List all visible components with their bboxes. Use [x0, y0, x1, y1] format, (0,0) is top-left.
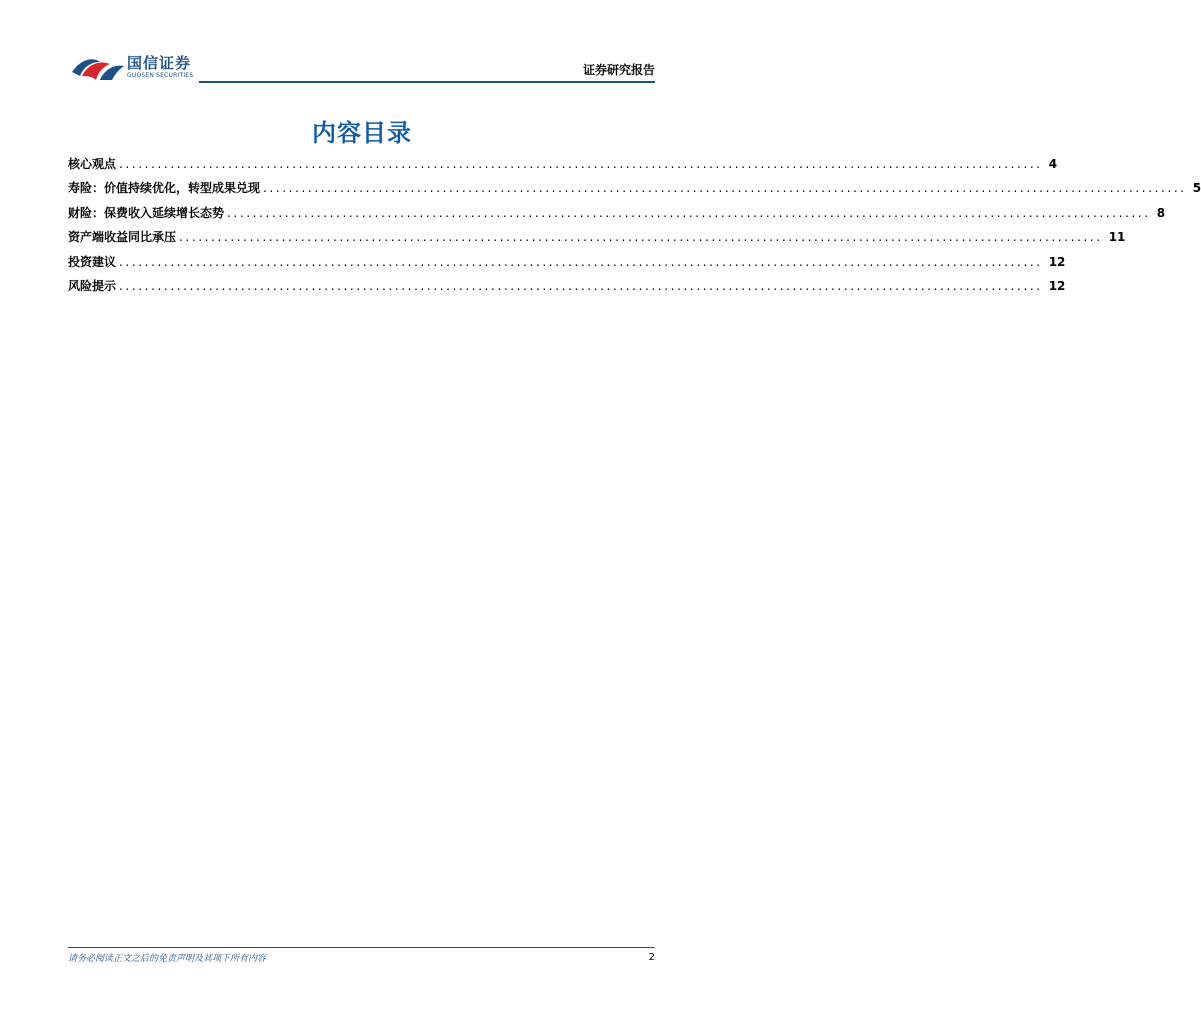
page-number: 2 — [648, 952, 655, 963]
toc-entry-page: 8 — [1156, 205, 1166, 220]
footer-divider — [68, 947, 655, 948]
toc-entry-page: 5 — [1192, 181, 1201, 196]
toc-entry[interactable] — [68, 152, 1058, 176]
toc-entry-label: 风险提示 — [68, 278, 117, 293]
toc-entry-page: 4 — [1048, 157, 1058, 171]
toc-leader-dots: ................................................................................................................................................ — [179, 230, 1103, 245]
toc-entry-label: 财险：保费收入延续增长态势 — [68, 205, 225, 220]
toc-entry-page: 11 — [1108, 230, 1126, 245]
toc-entry[interactable] — [68, 225, 1126, 249]
logo-english-name: GUOSEN SECURITIES — [127, 72, 194, 79]
toc-entry-page: 12 — [1048, 278, 1066, 293]
toc-entry-page: 12 — [1048, 254, 1066, 269]
report-type-label: 证券研究报告 — [582, 63, 655, 77]
company-logo — [70, 50, 210, 82]
toc-leader-dots: ................................................................................................................................................ — [119, 157, 1043, 171]
toc-title: 内容目录 — [312, 119, 412, 147]
toc-leader-dots: ................................................................................................................................................ — [263, 181, 1187, 196]
toc-entry-label: 核心观点 — [68, 157, 117, 171]
toc-entry[interactable] — [68, 176, 1201, 200]
toc-entry-label: 投资建议 — [68, 254, 117, 269]
toc-leader-dots: ................................................................................................................................................ — [227, 205, 1151, 220]
toc-leader-dots: ................................................................................................................................................ — [119, 278, 1043, 293]
toc-entry[interactable] — [68, 201, 1166, 225]
page-header — [68, 48, 655, 84]
toc-entry[interactable] — [68, 250, 1066, 274]
guosen-logo-icon — [70, 50, 126, 82]
toc-entry[interactable] — [68, 274, 1066, 298]
toc-leader-dots: ................................................................................................................................................ — [119, 254, 1043, 269]
header-divider — [199, 81, 655, 83]
table-of-contents — [68, 152, 1201, 298]
footer-disclaimer: 请务必阅读正文之后的免责声明及其项下所有内容 — [68, 954, 267, 964]
toc-entry-label: 寿险：价值持续优化，转型成果兑现 — [68, 181, 261, 196]
logo-chinese-name: 国信证券 — [127, 54, 192, 72]
toc-entry-label: 资产端收益同比承压 — [68, 230, 177, 245]
